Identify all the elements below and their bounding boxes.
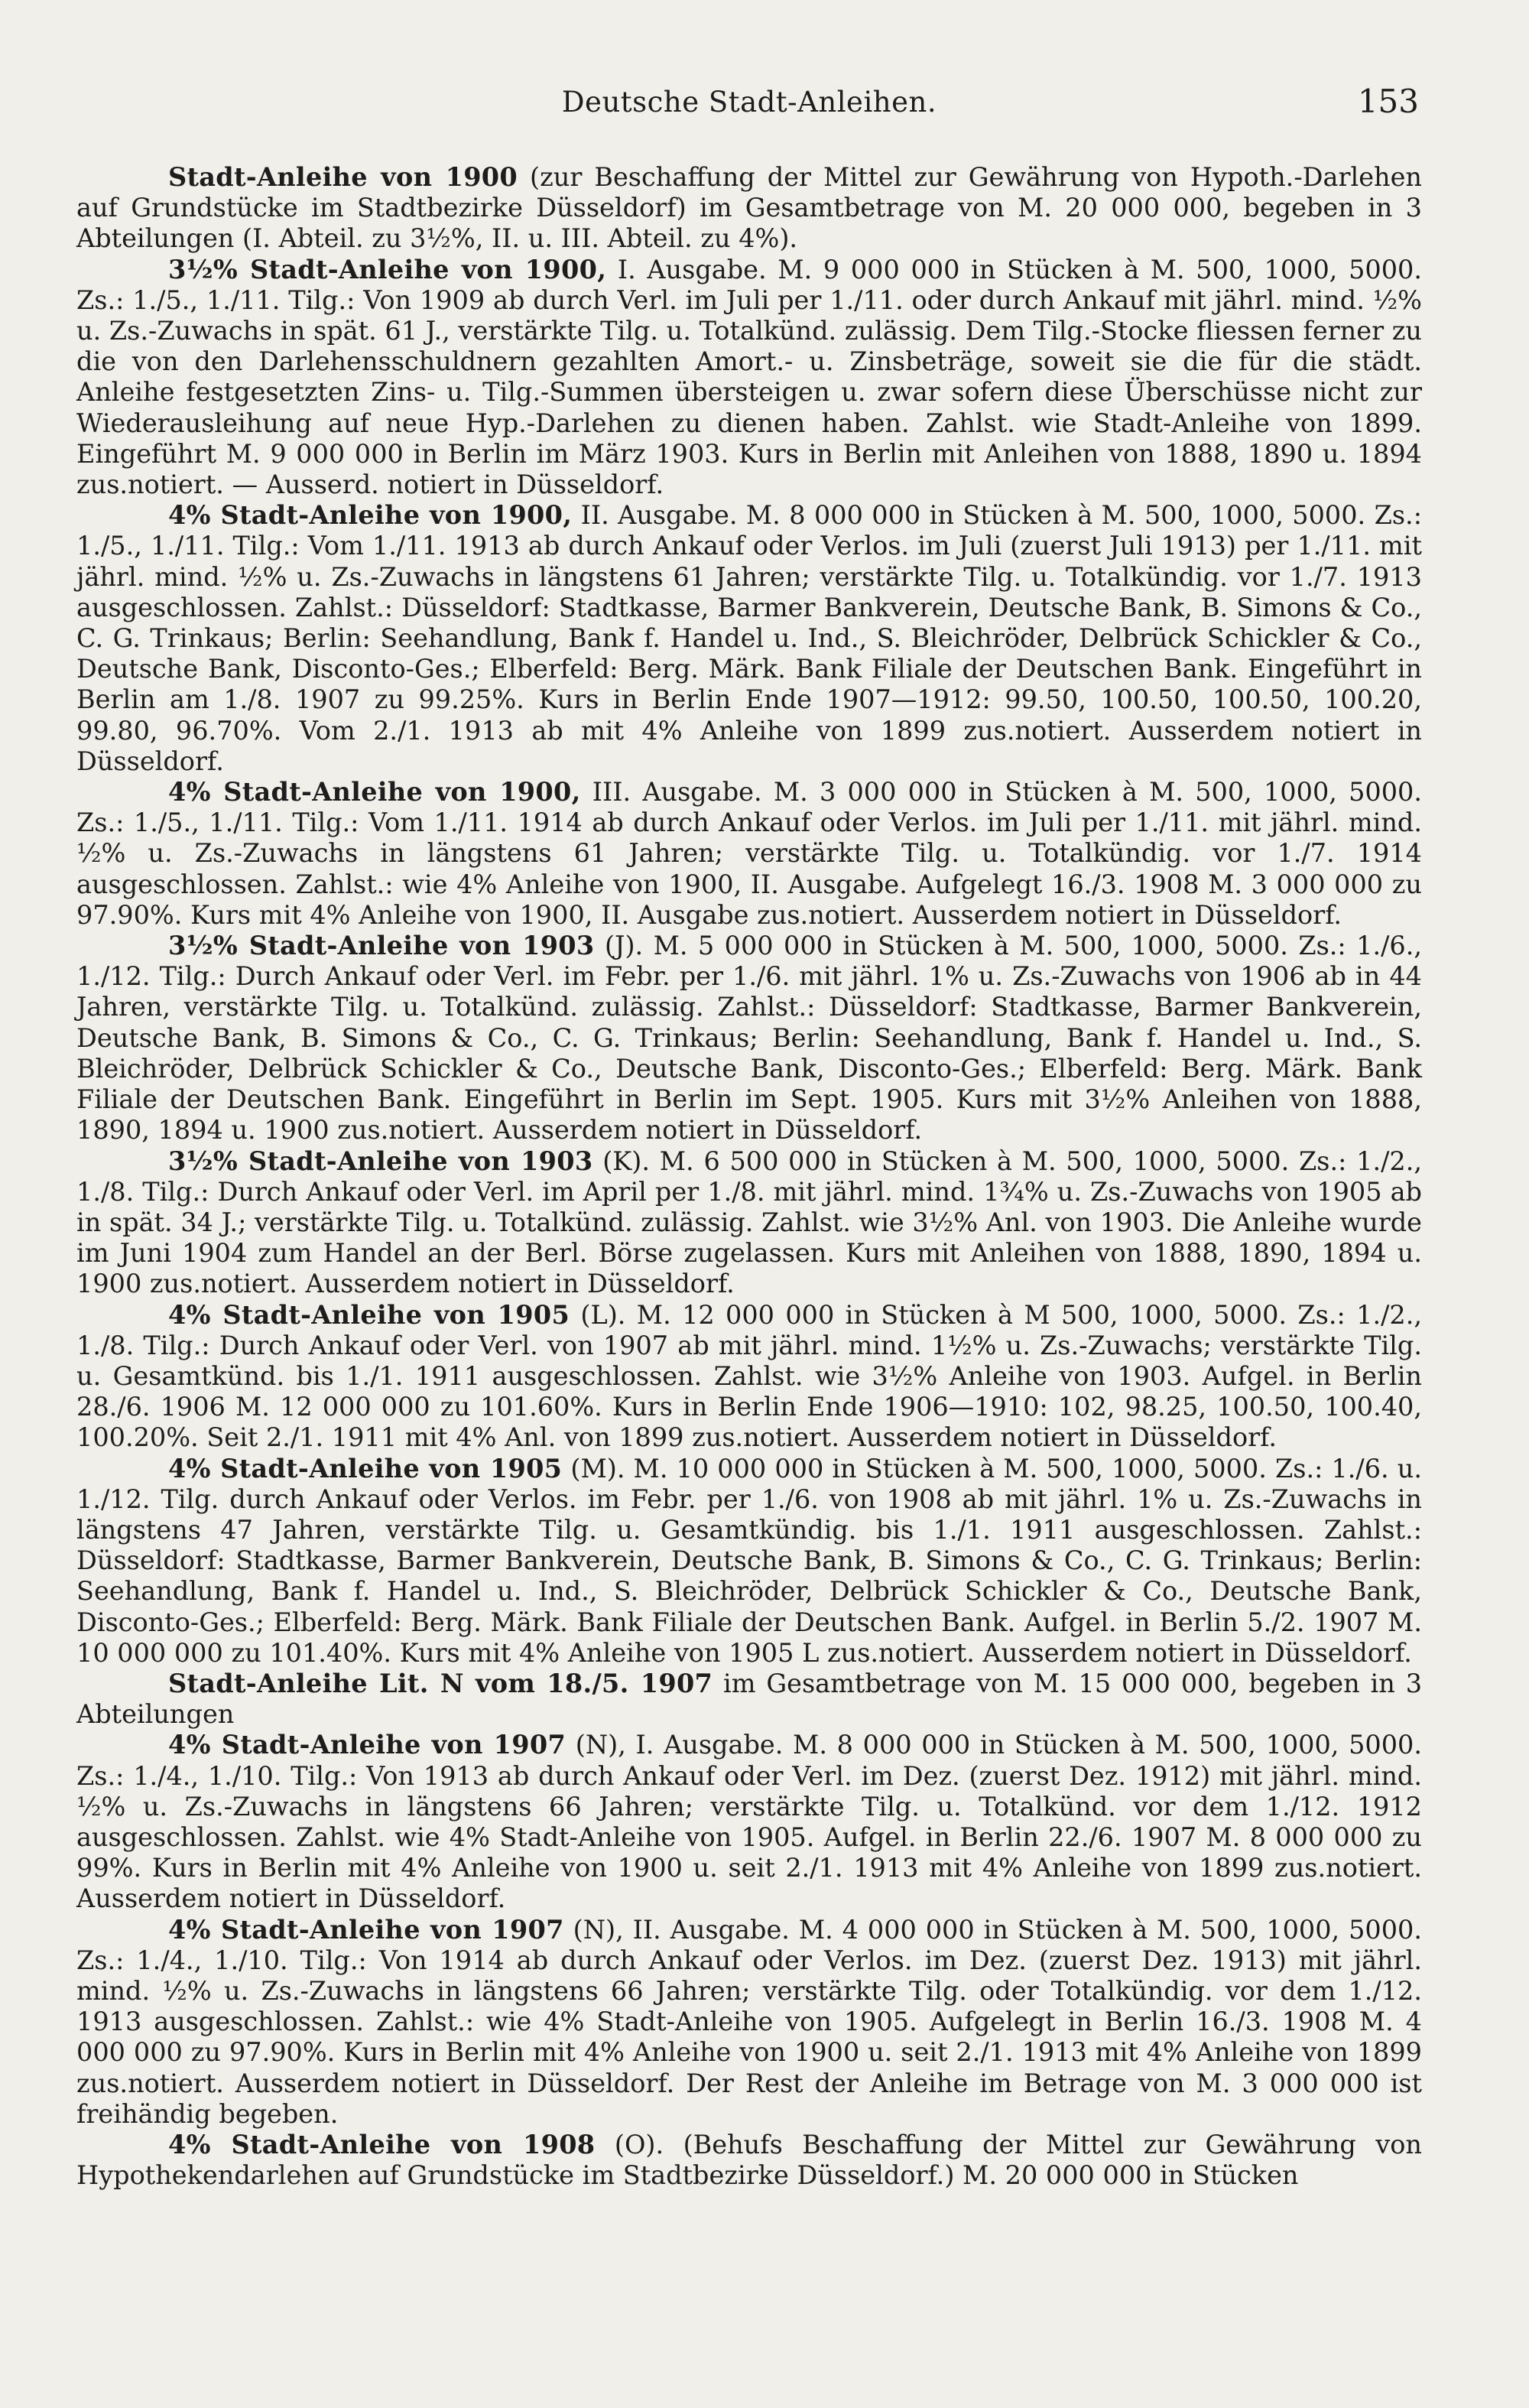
entry-text: (zur Beschaffung der Mittel zur Gewährung von Hypoth.-Darlehen auf Grundstücke im Stadtbezirke Düsseldorf) im Gesamtbetrage von M. 20 000 000, begeben in 3 Abteilungen (I. Abteil. zu 3½%, II. u. III. Abteil. zu 4%). bbox=[76, 162, 1423, 254]
entry-text: (O). (Behufs Beschaffung der Mittel zur Gewährung von Hypothekendarlehen auf Grundstücke im Stadtbezirke Düsseldorf.) M. 20 000 000 in Stücken bbox=[76, 2130, 1423, 2191]
entry-text: II. Ausgabe. M. 8 000 000 in Stücken à M. 500, 1000, 5000. Zs.: 1./5., 1./11. Tilg.: Vom 1./11. 1913 ab durch Ankauf oder Verlos. im Juli (zuerst Juli 1913) per 1./11. mit jährl. mind. ½% u. Zs.-Zuwachs in längstens 61 Jahren; verstärkte Tilg. u. Totalkündig. vor 1./7. 1913 ausgeschlossen. Zahlst.: Düsseldorf: Stadtkasse, Barmer Bankverein, Deutsche Bank, B. Simons & Co., C. G. Trinkaus; Berlin: Seehandlung, Bank f. Handel u. Ind., S. Bleichröder, Delbrück Schickler & Co., Deutsche Bank, Disconto-Ges.; Elberfeld: Berg. Märk. Bank Filiale der Deutschen Bank. Eingeführt in Berlin am 1./8. 1907 zu 99.25%. Kurs in Berlin Ende 1907—1912: 99.50, 100.50, 100.50, 100.20, 99.80, 96.70%. Vom 2./1. 1913 ab mit 4% Anleihe von 1899 zus.notiert. Ausserdem notiert in Düsseldorf. bbox=[76, 500, 1422, 776]
entry-heading: Stadt-Anleihe von 1900 bbox=[168, 162, 518, 192]
page-body bbox=[76, 162, 1422, 2191]
entry-paragraph bbox=[76, 1454, 1422, 1669]
entry-paragraph bbox=[76, 1915, 1422, 2130]
entry-text: (N), II. Ausgabe. M. 4 000 000 in Stücken à M. 500, 1000, 5000. Zs.: 1./4., 1./10. Tilg.: Von 1914 ab durch Ankauf oder Verlos. im Dez. (zuerst Dez. 1913) mit jährl. mind. ½% u. Zs.-Zuwachs in längstens 66 Jahren; verstärkte Tilg. oder Totalkündig. vor dem 1./12. 1913 ausgeschlossen. Zahlst.: wie 4% Stadt-Anleihe von 1905. Aufgelegt in Berlin 16./3. 1908 M. 4 000 000 zu 97.90%. Kurs in Berlin mit 4% Anleihe von 1900 u. seit 2./1. 1913 mit 4% Anleihe von 1899 zus.notiert. Ausserdem notiert in Düsseldorf. Der Rest der Anleihe im Betrage von M. 3 000 000 ist freihändig begeben. bbox=[76, 1914, 1422, 2129]
entry-text: (K). M. 6 500 000 in Stücken à M. 500, 1000, 5000. Zs.: 1./2., 1./8. Tilg.: Durch Ankauf oder Verl. im April per 1./8. mit jährl. mind. 1¾% u. Zs.-Zuwachs von 1905 ab in spät. 34 J.; verstärkte Tilg. u. Totalkünd. zulässig. Zahlst. wie 3½% Anl. von 1903. Die Anleihe wurde im Juni 1904 zum Handel an der Berl. Börse zugelassen. Kurs mit Anleihen von 1888, 1890, 1894 u. 1900 zus.notiert. Ausserdem notiert in Düsseldorf. bbox=[76, 1146, 1422, 1299]
entry-paragraph bbox=[76, 931, 1422, 1146]
entry-heading: Stadt-Anleihe Lit. N vom 18./5. 1907 bbox=[168, 1668, 713, 1698]
entry-heading: 4% Stadt-Anleihe von 1907 bbox=[168, 1914, 564, 1945]
entry-paragraph bbox=[76, 255, 1422, 501]
page-header bbox=[76, 76, 1422, 132]
entry-text: im Gesamtbetrage von M. 15 000 000, begeben in 3 Abteilungen bbox=[76, 1668, 1423, 1730]
entry-heading: 4% Stadt-Anleihe von 1905 bbox=[168, 1453, 563, 1483]
entry-heading: 3½% Stadt-Anleihe von 1900, bbox=[168, 254, 607, 284]
entry-heading: 4% Stadt-Anleihe von 1900, bbox=[168, 777, 581, 808]
entry-text: (M). M. 10 000 000 in Stücken à M. 500, 1000, 5000. Zs.: 1./6. u. 1./12. Tilg. durch Ankauf oder Verlos. im Febr. per 1./6. von 1908 ab mit jährl. 1% u. Zs.-Zuwachs in längstens 47 Jahren, verstärkte Tilg. u. Gesamtkündig. bis 1./1. 1911 ausgeschlossen. Zahlst.: Düsseldorf: Stadtkasse, Barmer Bankverein, Deutsche Bank, B. Simons & Co., C. G. Trinkaus; Berlin: Seehandlung, Bank f. Handel u. Ind., S. Bleichröder, Delbrück Schickler & Co., Deutsche Bank, Disconto-Ges.; Elberfeld: Berg. Märk. Bank Filiale der Deutschen Bank. Aufgel. in Berlin 5./2. 1907 M. 10 000 000 zu 101.40%. Kurs mit 4% Anleihe von 1905 L zus.notiert. Ausserdem notiert in Düsseldorf. bbox=[76, 1453, 1422, 1668]
page-number: 153 bbox=[1357, 83, 1419, 120]
entry-heading: 3½% Stadt-Anleihe von 1903 bbox=[168, 1146, 593, 1176]
entry-heading: 3½% Stadt-Anleihe von 1903 bbox=[168, 931, 595, 961]
entry-heading: 4% Stadt-Anleihe von 1905 bbox=[168, 1299, 570, 1330]
entry-text: (L). M. 12 000 000 in Stücken à M 500, 1000, 5000. Zs.: 1./2., 1./8. Tilg.: Durch Ankauf oder Verl. von 1907 ab mit jährl. mind. 1½% u. Zs.-Zuwachs; verstärkte Tilg. u. Gesamtkünd. bis 1./1. 1911 ausgeschlossen. Zahlst. wie 3½% Anleihe von 1903. Aufgel. in Berlin 28./6. 1906 M. 12 000 000 zu 101.60%. Kurs in Berlin Ende 1906—1910: 102, 98.25, 100.50, 100.40, 100.20%. Seit 2./1. 1911 mit 4% Anl. von 1899 zus.notiert. Ausserdem notiert in Düsseldorf. bbox=[76, 1299, 1423, 1453]
entry-paragraph bbox=[76, 2130, 1422, 2191]
entry-text: I. Ausgabe. M. 9 000 000 in Stücken à M. 500, 1000, 5000. Zs.: 1./5., 1./11. Tilg.: Von 1909 ab durch Verl. im Juli per 1./11. oder durch Ankauf mit jährl. mind. ½% u. Zs.-Zuwachs in spät. 61 J., verstärkte Tilg. u. Totalkünd. zulässig. Dem Tilg.-Stocke fliessen ferner zu die von den Darlehensschuldnern gezahlten Amort.- u. Zinsbeträge, soweit sie die für die städt. Anleihe festgesetzten Zins- u. Tilg.-Summen übersteigen u. zwar sofern diese Überschüsse nicht zur Wiederausleihung auf neue Hyp.-Darlehen zu dienen haben. Zahlst. wie Stadt-Anleihe von 1899. Eingeführt M. 9 000 000 in Berlin im März 1903. Kurs in Berlin mit Anleihen von 1888, 1890 u. 1894 zus.notiert. — Ausserd. notiert in Düsseldorf. bbox=[76, 254, 1422, 500]
entry-paragraph bbox=[76, 777, 1422, 931]
entry-text: (J). M. 5 000 000 in Stücken à M. 500, 1000, 5000. Zs.: 1./6., 1./12. Tilg.: Durch Ankauf oder Verl. im Febr. per 1./6. mit jährl. 1% u. Zs.-Zuwachs von 1906 ab in 44 Jahren, verstärkte Tilg. u. Totalkünd. zulässig. Zahlst.: Düsseldorf: Stadtkasse, Barmer Bankverein, Deutsche Bank, B. Simons & Co., C. G. Trinkaus; Berlin: Seehandlung, Bank f. Handel u. Ind., S. Bleichröder, Delbrück Schickler & Co., Deutsche Bank, Disconto-Ges.; Elberfeld: Berg. Märk. Bank Filiale der Deutschen Bank. Eingeführt in Berlin im Sept. 1905. Kurs mit 3½% Anleihen von 1888, 1890, 1894 u. 1900 zus.notiert. Ausserdem notiert in Düsseldorf. bbox=[76, 931, 1422, 1146]
entry-heading: 4% Stadt-Anleihe von 1908 bbox=[168, 2130, 596, 2159]
entry-paragraph bbox=[76, 1730, 1422, 1914]
entry-heading: 4% Stadt-Anleihe von 1900, bbox=[168, 500, 573, 531]
entry-paragraph bbox=[76, 1300, 1422, 1454]
entry-paragraph bbox=[76, 500, 1422, 777]
entry-text: III. Ausgabe. M. 3 000 000 in Stücken à M. 500, 1000, 5000. Zs.: 1./5., 1./11. Tilg.: Vom 1./11. 1914 ab durch Ankauf oder Verlos. im Juli per 1./11. mit jährl. mind. ½% u. Zs.-Zuwachs in längstens 61 Jahren; verstärkte Tilg. u. Totalkündig. vor 1./7. 1914 ausgeschlossen. Zahlst.: wie 4% Anleihe von 1900, II. Ausgabe. Aufgelegt 16./3. 1908 M. 3 000 000 zu 97.90%. Kurs mit 4% Anleihe von 1900, II. Ausgabe zus.notiert. Ausserdem notiert in Düsseldorf. bbox=[76, 777, 1422, 930]
running-title: Deutsche Stadt-Anleihen. bbox=[561, 86, 937, 119]
entry-paragraph bbox=[76, 1146, 1422, 1300]
entry-heading: 4% Stadt-Anleihe von 1907 bbox=[168, 1730, 566, 1760]
entry-paragraph bbox=[76, 162, 1422, 255]
entry-paragraph bbox=[76, 1669, 1422, 1730]
entry-text: (N), I. Ausgabe. M. 8 000 000 in Stücken à M. 500, 1000, 5000. Zs.: 1./4., 1./10. Tilg.: Von 1913 ab durch Ankauf oder Verl. im Dez. (zuerst Dez. 1912) mit jährl. mind. ½% u. Zs.-Zuwachs in längstens 66 Jahren; verstärkte Tilg. u. Totalkünd. vor dem 1./12. 1912 ausgeschlossen. Zahlst. wie 4% Stadt-Anleihe von 1905. Aufgel. in Berlin 22./6. 1907 M. 8 000 000 zu 99%. Kurs in Berlin mit 4% Anleihe von 1900 u. seit 2./1. 1913 mit 4% Anleihe von 1899 zus.notiert. Ausserdem notiert in Düsseldorf. bbox=[76, 1730, 1422, 1914]
